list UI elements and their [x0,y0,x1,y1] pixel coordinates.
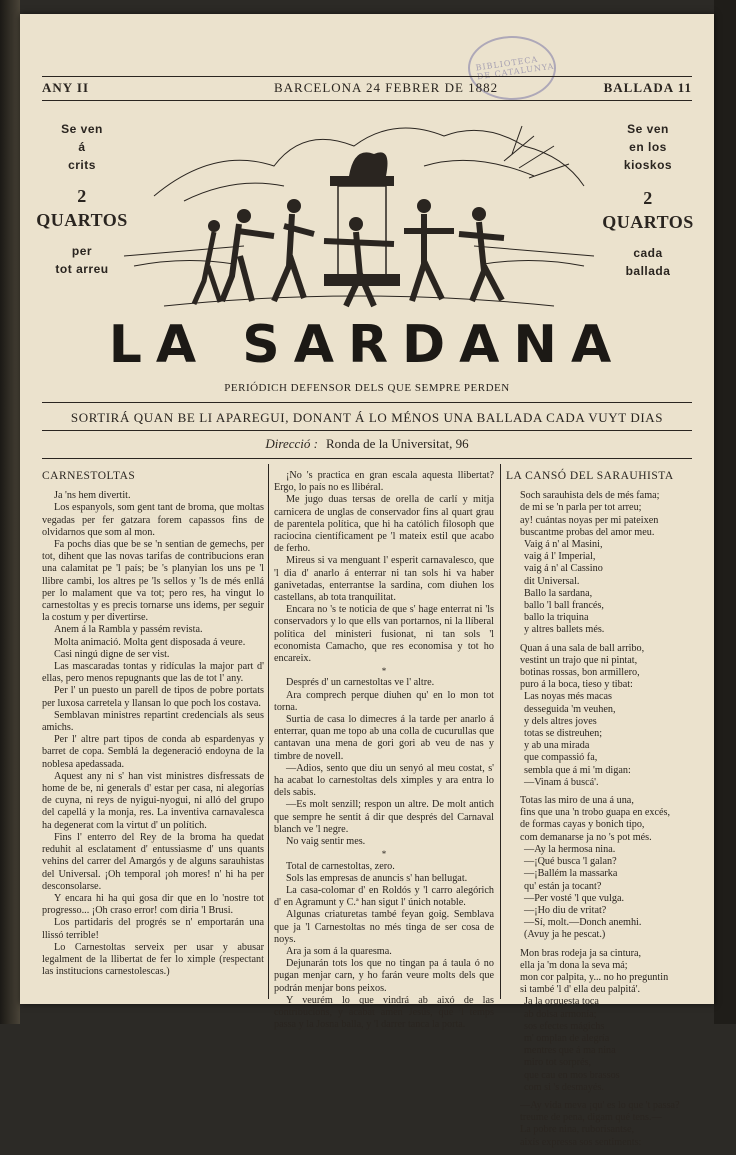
book-spine [0,0,20,1024]
poem-line: qu' están ja tocant? [524,880,602,892]
poem-line: mon cor palpita, y... no ho preguntin [520,971,669,983]
poem-line: y altres ballets més. [524,624,605,636]
article-paragraph: Per l' un puesto un parell de tipos de pobre portats per luxosa carretela y llansan lo que poch los costava. [42,685,264,709]
newspaper-page [20,14,714,1148]
poem-stanza [506,643,694,789]
poem-line: ay! cuántas noyas per mi pateixen [520,514,659,526]
poem-line: com demanarse ja no 's pot més. [520,831,652,843]
article-paragraph: Dejunarán tots los que no tingan pa á taula ó no pugan menjar carn, y ho farán veure molts dels que podrán menjar bons peixos. [274,958,494,994]
poem-line: vestint un trajo que ni pintat, [520,654,638,666]
poem-line: ballo 'l ball francés, [524,600,604,612]
poem-line: —Per vosté 'l que vulga. [524,892,625,904]
poem-line: que compassió fa, [524,752,598,764]
dateline-rule [42,100,692,101]
poem-line: Ja la orquesta toca [524,996,599,1008]
poem-line: —¡Qué busca 'l galan? [524,856,617,868]
article-paragraph: Fa pochs dias que be se 'n sentian de gemechs, per tot, dihent que las novas tarifas de contribucions eran una calamitat pe 'l país; be 's planyian los uns pe 'l llibre cambi, los altres pe 'ls sellos y 'ls de més enllá per lo malament que va tot; pero res, ha vingut lo carnestoltas y es precis tornarse uns idems, per seguir la costum y per divertirse. [42,539,264,624]
poem-line: (Avuy ja he pescat.) [524,929,606,941]
left-box-line: á [78,140,86,154]
poem-line: sembla que á mi 'm digan: [524,764,631,776]
article-carnestoltas-col1 [42,470,264,978]
article-paragraph: Los partidaris del progrés se n' emportarán una llissó terrible! [42,917,264,941]
poem-line: mentres que á ma nina [524,1045,616,1057]
article-paragraph: —Es molt senzill; respon un altre. De molt antich que sempre he sentit á dir que després del Carnaval blanch ve 'l negre. [274,799,494,835]
poem-line: puro á la boca, tieso y tibat: [520,679,633,691]
poem-line: aixís expressa sos sentiments: [520,1136,642,1148]
poem-stanza [506,1100,694,1149]
article-paragraph: Ara comprech perque diuhen qu' en lo mon tot torna. [274,689,494,713]
poem-line: —¡Ho diu de vritat? [524,904,607,916]
poem-line: Las noyas més macas [524,691,612,703]
poem-line: —Ay la hermosa nina. [524,843,616,855]
section-separator: * [381,849,387,860]
right-price-number: 2 [643,188,653,208]
article-paragraph: ¡No 's practica en gran escala aquesta llibertat? Ergo, lo país no es llibéral. [274,470,494,494]
direction-line [42,436,692,452]
left-box-line: tot arreu [55,262,109,276]
poem-line: si també 'l d' ella deu palpitá'. [520,984,641,996]
article-paragraph: Total de carnestoltas, zero. [286,860,395,872]
right-price-unit: QUARTOS [602,212,694,232]
poem-line: buscantme probas del amor meu. [520,526,655,538]
left-price-unit: QUARTOS [36,210,128,230]
article-paragraph: Encara no 's te noticia de que s' hage enterrat ni 'ls conservadors y lo que ells van portarnos, ni la llíberal política del ministeri fusionat, ni tan sols 'l economista Camacho, que res economisa y tot ho encareix. [274,604,494,665]
left-box-line: Se ven [61,122,103,136]
right-box-line: kioskos [623,158,673,172]
subtitle-rule [42,402,692,403]
year-label: ANY II [42,80,90,95]
poem-line: totas se distreuhen; [524,728,603,740]
article-paragraph: Després d' un carnestoltas ve l' altre. [286,677,435,689]
poem-stanza [506,795,694,941]
right-box-line: ballada [625,264,671,278]
poem-line: de mi se 'n parla per tot arreu; [520,502,642,514]
poem-line: Quan á una sala de ball arribo, [520,642,645,654]
article-carnestoltas-col2 [274,470,494,1031]
article-paragraph: Lo Carnestoltas serveix per usar y abusar legalment de la llibertat de fer lo ximple (respectant las institucions carnestolescas.) [42,941,264,978]
tagline-rule [42,430,692,431]
left-box-line: crits [68,158,96,172]
section-separator: * [381,666,387,677]
article-paragraph: Sols las empresas de anuncis s' han bellugat. [286,872,468,884]
left-price-number: 2 [77,186,87,206]
poem-line: m' omplan de alegría [524,1032,610,1044]
article-paragraph: Per l' altre part tipos de conda ab espardenyas y barret de copa. Semblá la degeneració endoyna de la noblesa apedassada. [42,734,264,770]
place-date: BARCELONA 24 FEBRER DE 1882 [274,80,499,95]
article-paragraph: Semblavan ministres repartint credencials als seus amichs. [42,709,264,734]
poem-line: que cau en mos brassos [524,1069,620,1081]
article-paragraph: Casi ningú digne de ser vist. [54,648,170,660]
article-paragraph: Anem á la Rambla y passém revista. [54,624,203,636]
article-paragraph: Ja 'ns hem divertit. [54,490,131,502]
poem-line: treume de pena, digam qué tens.— [520,1112,662,1124]
masthead-tagline: SORTIRÁ QUAN BE LI APAREGUI, DONANT Á LO MÉNOS UNA BALLADA CADA VUYT DIAS [70,410,664,425]
article-paragraph: Aquest any ni s' han vist ministres disfressats de home de be, ni generals d' estar per casa, ni alegorías de cuyna, ni reys de nyigui-nyogui, ni alló del grupo del capellá y la monja, res. La inventiva carnavalesca ha degenerat com la virtut d' un polítich. [42,770,264,831]
article-title: CARNESTOLTAS [42,470,136,482]
direction-label: Direcció : [265,436,318,451]
poem-line: miro tot sorprés, [524,1057,592,1069]
poem-line: de formas cayas y bonich tipo, [520,819,645,831]
poem-title: LA CANSÓ DEL SARAUHISTA [506,470,674,482]
article-paragraph: Mireus si va menguant l' esperit carnavalesco, que 'l dia d' anarlo á enterrar ni tan sols hi va haber ganivetadas, enterrantse la sardina, com diuhen los castellans, ab tota tranquilitat. [274,555,494,604]
right-box-line: Se ven [627,122,669,136]
poem-stanza [506,948,694,1094]
poem-line: ballo la triquina [524,612,589,624]
poem-line: Vaig á n' al Masini, [524,539,603,551]
poem-line: botinas rossas, bon armillero, [520,667,640,679]
article-paragraph: Algunas criaturetas també feyan goig. Semblava que ja 'l Carnestoltas no més tinga de ser cosa de noys. [274,909,494,945]
article-paragraph: Molta animació. Molta gent disposada á veure. [54,636,246,648]
poem-line: fins que una 'n trobo guapa en excés, [520,807,671,819]
page-edge-shadow [714,0,736,1024]
poem-line: sos efectes mágichs [524,1020,605,1032]
article-paragraph: Los espanyols, som gent tant de broma, que moltas vegadas per fer gatzara forem capassos fins de olvidarnos que som al mon. [42,502,264,538]
poem-line: Soch sarauhista dels de més fama; [520,490,660,502]
article-paragraph: —Adios, sento que diu un senyó al meu costat, s' ha acabat lo carnestoltas dels ximples y ara entra lo dels sabis. [274,762,494,799]
poem-line: dit Universal. [524,575,580,587]
article-paragraph: Me jugo duas tersas de orella de carlí y mitja carnicera de unglas de conservador fins al quart grau de parentela política, que hi ha católich filosoph que raciocina científicament pe 'l mateix estil que acabo de ferho. [274,494,494,555]
column-divider [500,464,501,999]
poem-line: ella ja 'm dona la seva má; [520,959,628,971]
column-divider [268,464,269,999]
poem-line: com si 's desmayés. [524,1081,604,1093]
poem-line: y ab una mirada [524,740,590,752]
poem-line: Totas las miro de una á una, [520,795,634,807]
poem-stanza [506,490,694,636]
stamp-text: BIBLIOTECA DE CATALUNYA [475,54,555,82]
article-paragraph: Y encara hi ha qui gosa dir que en lo 'nostre tot progresso... ¡Oh craso error! com diria 'l Brusi. [42,892,264,917]
top-rule [42,76,692,77]
poem-line: vaig á l' Imperial, [524,551,596,563]
article-paragraph: No vaig sentir mes. [286,836,366,848]
poem-line: —¡Ballém la massarka [524,868,618,880]
price-box-right [596,120,700,280]
article-paragraph: Fins l' enterro del Rey de la broma ha quedat reduhit al esclatament d' entussiasme d' uns quants vehins del carrer del Amargós y de alguns sarauhistas del Universal. ¡Oh temporal ¡oh mores! n' hi ha per desconsolarse. [42,831,264,892]
issue-label: BALLADA 11 [603,80,692,95]
poem-line: Ballo la sardana, [524,587,593,599]
poem-line: ab dolsa armonía; [524,1008,597,1020]
poem-sarauhista [506,470,694,1155]
poem-line: —Sí, molt.—Donch anemhi. [524,917,642,929]
poem-line: —Ay vida meva ¡qu' es lo que 't passa? [520,1099,680,1111]
poem-line: y dels altres joves [524,715,597,727]
masthead-subtitle: PERIÓDICH DEFENSOR DELS QUE SEMPRE PERDEN [224,382,510,394]
article-paragraph: La casa-colomar d' en Roldós y 'l carro alegórich d' en Agramunt y C.ª han sigut l' únich notable. [274,884,494,909]
dateline [42,78,692,100]
poem-line: Mon bras rodeja ja sa cintura, [520,947,642,959]
poem-line: vaig á n' al Cassino [524,563,603,575]
left-box-line: per [71,244,93,258]
masthead-title: LA SARDANA [108,315,626,375]
sardana-dancers-illustration [124,106,594,316]
direction-address: Ronda de la Universitat, 96 [325,436,469,451]
poem-line: La pobre nina, ruborisantse, [520,1124,635,1136]
article-paragraph: Surtia de casa lo dimecres á la tarde per anarlo á enterrar, quan me topo ab una colla de cucurullas que cantavan una mena de gori gori ab veu de nas y timbre de novell. [274,714,494,762]
right-box-line: cada [633,246,663,260]
header-bottom-rule [42,458,692,459]
price-box-left [34,120,130,278]
right-box-line: en los [629,140,667,154]
article-paragraph: Ara ja som á la quaresma. [286,945,392,957]
poem-line: desseguida 'm veuhen, [524,703,616,715]
poem-line: —Vinam á buscá'. [524,776,599,788]
article-paragraph: Las mascaradas tontas y ridículas la major part d' ellas, pero menos repugnants que las de tot l' any. [42,661,264,685]
article-paragraph: Y veurém lo que vindrá ab aixó de las contribucions, y acabat amen Jesús, que 'l temps passa y la Josna balla, y 'l darrer tanca la porta. [274,994,494,1031]
